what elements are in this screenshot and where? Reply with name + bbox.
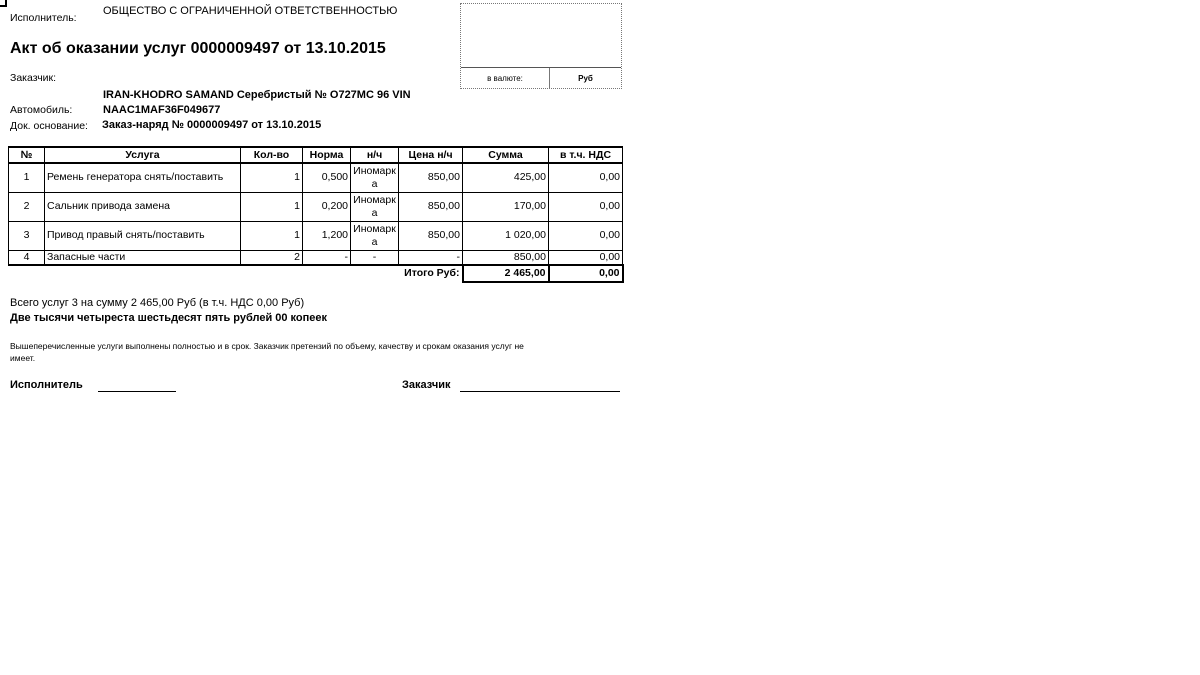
corner-mark: [0, 0, 7, 7]
row-sum: 425,00: [463, 163, 549, 192]
header-norm: Норма: [303, 147, 351, 163]
row-vat: 0,00: [549, 221, 623, 250]
services-table: [8, 146, 624, 283]
table-row: [9, 250, 623, 265]
row-qty: 1: [241, 221, 303, 250]
row-unit: Иномарка: [351, 163, 399, 192]
summary-line1: Всего услуг 3 на сумму 2 465,00 Руб (в т.ч. НДС 0,00 Руб): [10, 297, 305, 309]
row-num: 1: [9, 163, 45, 192]
row-qty: 1: [241, 163, 303, 192]
row-qty: 2: [241, 250, 303, 265]
table-row: [9, 221, 623, 250]
row-unit: Иномарка: [351, 221, 399, 250]
vehicle-line2: NAAC1MAF36F049677: [103, 104, 221, 116]
currency-box: [460, 3, 622, 89]
row-vat: 0,00: [549, 192, 623, 221]
row-sum: 1 020,00: [463, 221, 549, 250]
table-header-row: [9, 147, 623, 163]
customer-label: Заказчик:: [10, 72, 57, 84]
signature-customer-label: Заказчик: [402, 379, 451, 391]
executor-label: Исполнитель:: [10, 12, 77, 24]
header-price: Цена н/ч: [399, 147, 463, 163]
header-qty: Кол-во: [241, 147, 303, 163]
table-row: [9, 192, 623, 221]
header-num: №: [9, 147, 45, 163]
row-price: 850,00: [399, 192, 463, 221]
summary-line2: Две тысячи четыреста шестьдесят пять рублей 00 копеек: [10, 312, 328, 324]
row-num: 2: [9, 192, 45, 221]
total-row: [9, 265, 623, 282]
signature-executor-line: [98, 391, 176, 392]
row-norm: 0,200: [303, 192, 351, 221]
row-norm: 1,200: [303, 221, 351, 250]
currency-value: Руб: [578, 73, 593, 83]
row-vat: 0,00: [549, 250, 623, 265]
row-num: 3: [9, 221, 45, 250]
header-service: Услуга: [45, 147, 241, 163]
row-service: Сальник привода замена: [45, 192, 241, 221]
vehicle-line1: IRAN-KHODRO SAMAND Серебристый № О727МС 96 VIN: [103, 89, 411, 101]
row-price: 850,00: [399, 221, 463, 250]
total-vat: 0,00: [549, 265, 623, 282]
note-line2: имеет.: [10, 353, 36, 363]
row-price: -: [399, 250, 463, 265]
signature-customer-line: [460, 391, 620, 392]
header-vat: в т.ч. НДС: [549, 147, 623, 163]
total-sum: 2 465,00: [463, 265, 549, 282]
row-vat: 0,00: [549, 163, 623, 192]
header-unit: н/ч: [351, 147, 399, 163]
executor-name: ОБЩЕСТВО С ОГРАНИЧЕННОЙ ОТВЕТСТВЕННОСТЬЮ: [103, 5, 398, 17]
document-title: Акт об оказании услуг 0000009497 от 13.10.2015: [10, 40, 386, 57]
row-service: Запасные части: [45, 250, 241, 265]
row-service: Ремень генератора снять/поставить: [45, 163, 241, 192]
basis-value: Заказ-наряд № 0000009497 от 13.10.2015: [102, 119, 322, 131]
row-service: Привод правый снять/поставить: [45, 221, 241, 250]
table-row: [9, 163, 623, 192]
row-norm: 0,500: [303, 163, 351, 192]
currency-label: в валюте:: [461, 68, 550, 88]
row-sum: 850,00: [463, 250, 549, 265]
signature-executor-label: Исполнитель: [10, 379, 83, 391]
row-sum: 170,00: [463, 192, 549, 221]
row-unit: -: [351, 250, 399, 265]
note-line1: Вышеперечисленные услуги выполнены полностью и в срок. Заказчик претензий по объему, качеству и срокам оказания услуг не: [10, 341, 524, 351]
row-qty: 1: [241, 192, 303, 221]
header-sum: Сумма: [463, 147, 549, 163]
basis-label: Док. основание:: [10, 120, 88, 132]
row-price: 850,00: [399, 163, 463, 192]
row-num: 4: [9, 250, 45, 265]
row-unit: Иномарка: [351, 192, 399, 221]
vehicle-label: Автомобиль:: [10, 104, 73, 116]
total-label: Итого Руб:: [404, 267, 460, 279]
row-norm: -: [303, 250, 351, 265]
